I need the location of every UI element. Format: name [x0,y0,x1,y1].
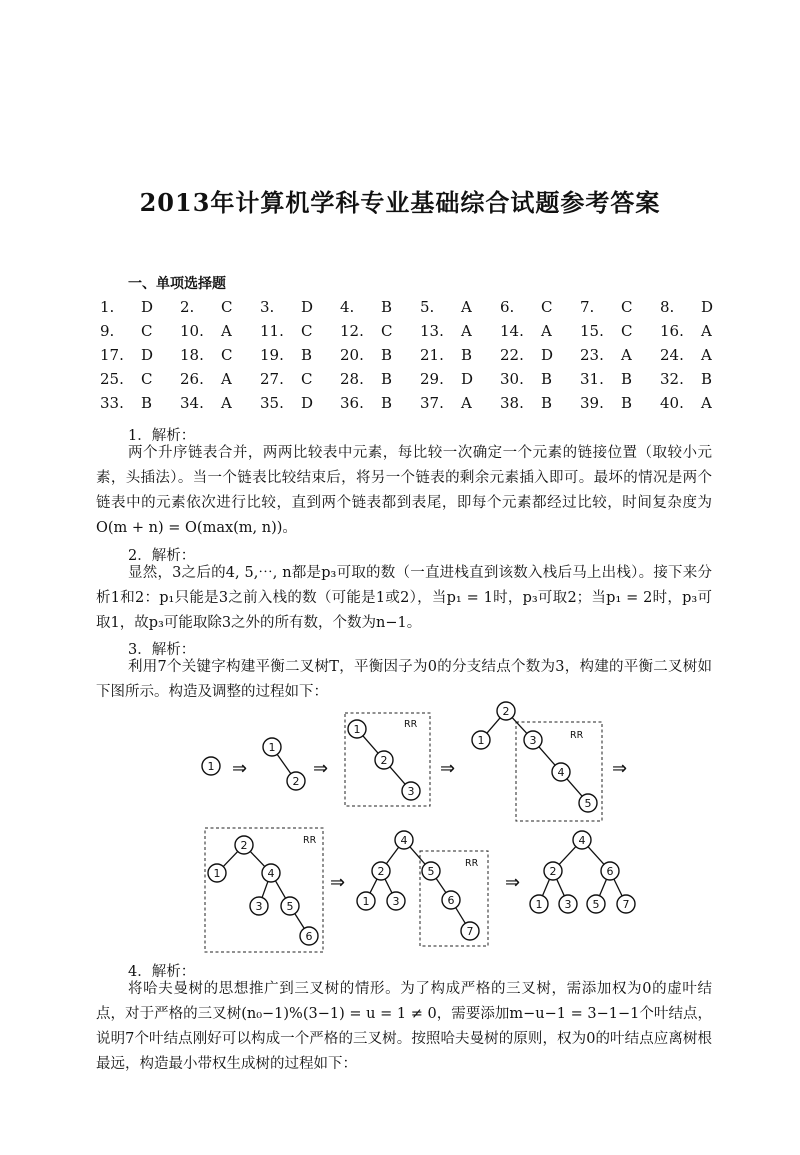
answer-letter: C [301,370,313,388]
answer-letter: D [141,298,154,316]
svg-text:1: 1 [353,723,361,736]
answer-letter: A [621,346,632,364]
answer-letter: B [701,370,713,388]
tree-node [372,862,390,880]
tree-node [442,891,460,909]
answer-letter: A [221,394,232,412]
tree-edge [557,879,565,896]
question-number: 34. [180,394,204,412]
tree-edge [250,851,265,866]
tree-node [375,751,393,769]
question-number: 27. [260,370,284,388]
answer-letter: C [381,322,393,340]
answer-letter: A [461,298,472,316]
question-number: 3. [260,298,275,316]
question-number: 32. [660,370,684,388]
analysis-heading: 1．解析： [128,428,196,444]
answer-letter: C [141,370,153,388]
answer-letter: B [621,370,633,388]
tree-edge [223,851,238,866]
answer-letter: D [301,298,314,316]
question-number: 30. [500,370,524,388]
question-number: 40. [660,394,684,412]
tree-node [461,922,479,940]
tree-edge [386,847,398,864]
svg-text:3: 3 [529,734,537,747]
tree-node [263,738,281,756]
tree-node [552,763,570,781]
svg-text:1: 1 [535,898,543,911]
svg-text:5: 5 [427,865,435,878]
tree-node [250,897,268,915]
answer-letter: B [381,298,393,316]
tree-edge [262,881,268,897]
rotation-label: RR [404,719,418,730]
svg-text:2: 2 [549,865,557,878]
tree-node [262,864,280,882]
answer-letter: A [221,322,232,340]
tree-node [530,895,548,913]
rotation-label: RR [303,835,317,846]
svg-text:6: 6 [447,894,455,907]
question-number: 11. [260,322,284,340]
tree-edge [543,879,550,895]
svg-text:1: 1 [213,867,221,880]
step-arrow: ⇒ [232,758,248,779]
tree-node [202,757,220,775]
question-number: 28. [340,370,364,388]
question-number: 15. [580,322,604,340]
tree-edge [614,879,622,896]
svg-text:7: 7 [622,898,630,911]
page-title: 2013年计算机学科专业基础综合试题参考答案 [139,188,661,217]
tree-node [300,927,318,945]
tree-edge [559,847,576,865]
svg-text:3: 3 [255,900,263,913]
tree-node [395,831,413,849]
question-number: 24. [660,346,684,364]
tree-edge [567,779,582,796]
question-number: 38. [500,394,524,412]
tree-edge [277,754,291,773]
analysis-text: 两个升序链表合并，两两比较表中元素，每比较一次确定一个元素的链接位置（取较小元素，头插法）。当一个链表比较结束后，将另一个链表的剩余元素插入即可。最坏的情况是两个链表中的元素依次进行比较，直到两个链表都到表尾，即每个元素都经过比较，时间复杂度为O(m + n) = O(max(m, n))。 [96,445,712,536]
step-arrow: ⇒ [505,872,521,893]
question-number: 10. [180,322,204,340]
svg-text:6: 6 [606,865,614,878]
question-number: 12. [340,322,364,340]
analysis-heading: 3．解析： [128,642,196,658]
tree-node [402,782,420,800]
svg-text:2: 2 [380,754,388,767]
question-number: 6. [500,298,515,316]
analysis-text: 利用7个关键字构建平衡二叉树T，平衡因子为0的分支结点个数为3，构建的平衡二叉树如下图所示。构造及调整的过程如下： [96,659,712,700]
question-number: 2. [180,298,195,316]
answer-letter: D [301,394,314,412]
svg-text:2: 2 [240,839,248,852]
question-number: 37. [420,394,444,412]
answer-letter: C [301,322,313,340]
question-number: 16. [660,322,684,340]
question-number: 21. [420,346,444,364]
tree-edge [588,847,604,865]
answer-letter: B [381,370,393,388]
tree-node [472,731,490,749]
answer-letter: C [541,298,553,316]
analysis-heading: 2．解析： [128,548,196,564]
answer-letter: A [701,394,712,412]
answer-letter: A [461,322,472,340]
question-number: 39. [580,394,604,412]
analysis-text: 将哈夫曼树的思想推广到三叉树的情形。为了构成严格的三叉树，需添加权为0的虚叶结点，对于严格的三叉树(n₀−1)%(3−1) = u = 1 ≠ 0，需要添加m−u−1 = 3−1−1个叶结点，说明7个叶结点刚好可以构成一个严格的三叉树。按照哈夫曼树的原则，权为0的叶结点应离树根最远，构造最小带权生成树的过程如下： [96,981,712,1072]
section-heading: 一、单项选择题 [128,276,226,292]
tree-node [617,895,635,913]
question-number: 5. [420,298,435,316]
step-arrow: ⇒ [440,758,456,779]
answer-letter: D [461,370,474,388]
question-number: 35. [260,394,284,412]
tree-node [524,731,542,749]
svg-text:2: 2 [292,775,300,788]
tree-node [287,772,305,790]
step-arrow: ⇒ [313,758,329,779]
question-number: 22. [500,346,524,364]
svg-text:2: 2 [502,705,510,718]
answer-letter: B [381,346,393,364]
tree-edge [385,879,392,893]
question-number: 25. [100,370,124,388]
tree-node [579,794,597,812]
question-number: 1. [100,298,115,316]
tree-edge [600,879,607,895]
step-arrow: ⇒ [330,872,346,893]
rotation-label: RR [570,730,584,741]
answer-letter: C [621,322,633,340]
tree-edge [512,718,527,734]
rotation-label: RR [465,858,479,869]
svg-text:6: 6 [305,930,313,943]
answer-letter: A [701,322,712,340]
tree-edge [363,736,378,753]
tree-node [235,836,253,854]
svg-text:1: 1 [207,760,215,773]
svg-text:5: 5 [592,898,600,911]
question-number: 8. [660,298,675,316]
tree-edge [295,914,304,929]
svg-text:4: 4 [557,766,565,779]
question-number: 17. [100,346,124,364]
svg-text:3: 3 [407,785,415,798]
tree-node [587,895,605,913]
tree-edge [275,881,285,898]
answer-letter: D [141,346,154,364]
svg-text:4: 4 [400,834,408,847]
tree-node [573,831,591,849]
svg-text:5: 5 [584,797,592,810]
question-number: 19. [260,346,284,364]
svg-text:4: 4 [578,834,586,847]
question-number: 33. [100,394,124,412]
question-number: 9. [100,322,115,340]
answer-letter: D [701,298,714,316]
answer-letter: B [461,346,473,364]
tree-edge [436,878,446,892]
tree-node [544,862,562,880]
question-number: 31. [580,370,604,388]
tree-edge [539,747,555,765]
question-number: 18. [180,346,204,364]
svg-text:5: 5 [286,900,294,913]
question-number: 23. [580,346,604,364]
answer-letter: C [621,298,633,316]
answer-letter: A [701,346,712,364]
answer-letter: B [141,394,153,412]
tree-node [387,892,405,910]
tree-node [422,862,440,880]
answer-letter: A [461,394,472,412]
svg-text:7: 7 [466,925,474,938]
tree-node [348,720,366,738]
tree-node [559,895,577,913]
answer-letter: C [141,322,153,340]
question-number: 4. [340,298,355,316]
answer-letter: B [541,394,553,412]
svg-text:3: 3 [392,895,400,908]
tree-edge [487,718,500,733]
svg-text:2: 2 [377,865,385,878]
question-number: 7. [580,298,595,316]
tree-node [281,897,299,915]
step-arrow: ⇒ [612,758,628,779]
tree-edge [390,767,405,784]
tree-node [601,862,619,880]
answer-letter: A [221,370,232,388]
answer-letter: B [621,394,633,412]
svg-text:1: 1 [477,734,485,747]
question-number: 29. [420,370,444,388]
analysis-heading: 4．解析： [128,964,196,980]
svg-text:1: 1 [362,895,370,908]
tree-edge [370,879,377,893]
question-number: 20. [340,346,364,364]
question-number: 26. [180,370,204,388]
answer-letter: B [541,370,553,388]
tree-edge [456,908,466,924]
svg-text:4: 4 [267,867,275,880]
question-number: 13. [420,322,444,340]
analysis-text: 显然，3之后的4, 5,⋯, n都是p₃可取的数（一直进栈直到该数入栈后马上出栈）。接下来分析1和2：p₁只能是3之前入栈的数（可能是1或2），当p₁ = 1时，p₃可取2；当p₁ = 2时，p₃可取1，故p₃可能取除3之外的所有数，个数为n−1。 [96,565,712,631]
tree-node [497,702,515,720]
answer-letter: B [301,346,313,364]
svg-text:1: 1 [268,741,276,754]
question-number: 14. [500,322,524,340]
answer-letter: C [221,298,233,316]
svg-text:3: 3 [564,898,572,911]
tree-node [208,864,226,882]
answer-letter: B [381,394,393,412]
tree-edge [410,847,425,864]
answer-letter: A [541,322,552,340]
question-number: 36. [340,394,364,412]
tree-node [357,892,375,910]
answer-letter: C [221,346,233,364]
answer-letter: D [541,346,554,364]
